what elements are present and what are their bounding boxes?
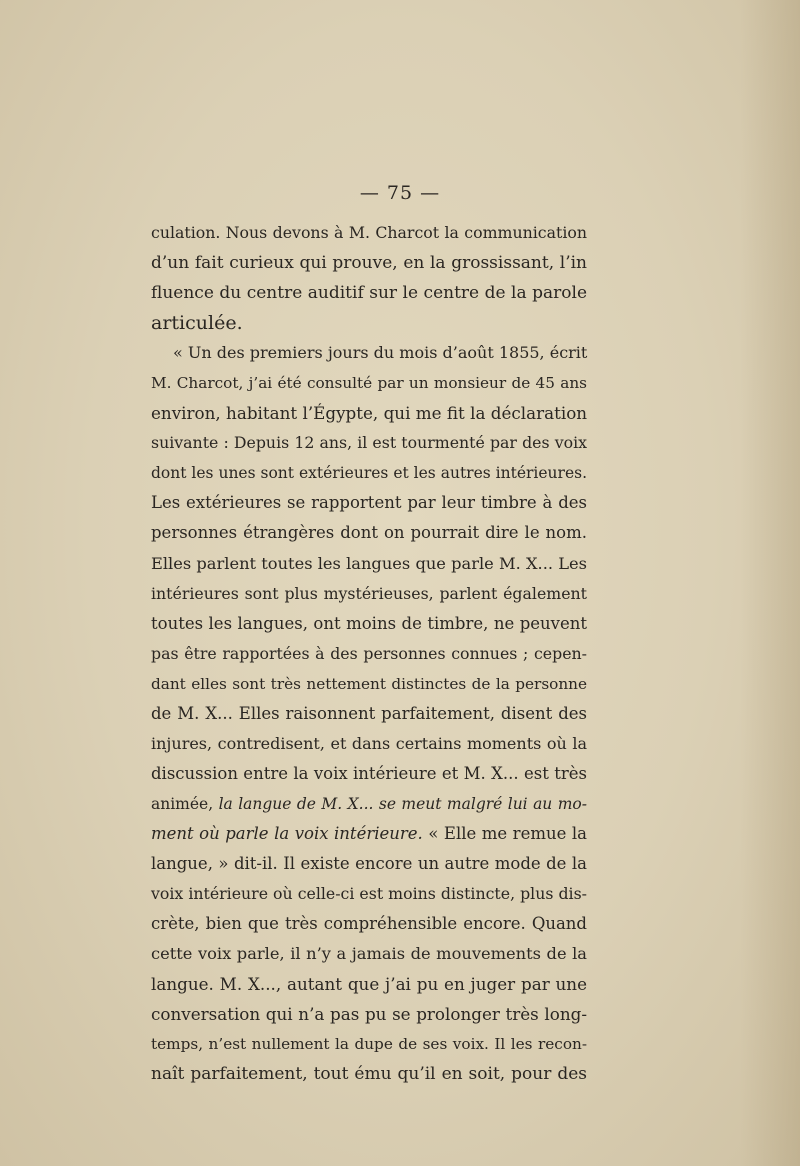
text-line: Elles parlent toutes les langues que parle M. X... Les	[151, 553, 587, 573]
text-line: temps, n’est nullement la dupe de ses voix. Il les recon-	[151, 1035, 587, 1054]
text-line: langue. M. X..., autant que j’ai pu en juger par une	[151, 974, 587, 995]
text-line: naît parfaitement, tout ému qu’il en soit, pour des	[151, 1064, 587, 1085]
text-line: dont les unes sont extérieures et les autres intérieures.	[151, 464, 587, 483]
italic-run: ment où parle la voix intérieure.	[151, 823, 423, 843]
text-line: articulée.	[151, 312, 243, 335]
text-line: langue, » dit-il. Il existe encore un autre mode de la	[151, 853, 587, 873]
italic-run: la langue de M. X... se meut malgré lui au mo-	[218, 794, 587, 813]
text-line	[151, 819, 587, 849]
text-line: conversation qui n’a pas pu se prolonger très long-	[151, 1004, 587, 1025]
text-line: injures, contredisent, et dans certains moments où la	[151, 733, 587, 753]
text-line	[151, 789, 587, 819]
text-run: animée,	[151, 794, 219, 813]
text-line: fluence du centre auditif sur le centre de la parole	[151, 283, 587, 304]
text-line: toutes les langues, ont moins de timbre, ne peuvent	[151, 613, 587, 633]
text-line: M. Charcot, j’ai été consulté par un monsieur de 45 ans	[151, 374, 587, 393]
text-line: suivante : Depuis 12 ans, il est tourmenté par des voix	[151, 433, 587, 453]
text-line: personnes étrangères dont on pourrait dire le nom.	[151, 523, 587, 543]
text-line: environ, habitant l’Égypte, qui me fit la déclaration	[151, 403, 588, 424]
text-line: culation. Nous devons à M. Charcot la communication	[151, 223, 587, 242]
text-line: de M. X... Elles raisonnent parfaitement, disent des	[151, 703, 587, 723]
text-run: « Elle me remue la	[422, 823, 587, 843]
text-line: crète, bien que très compréhensible encore. Quand	[151, 914, 587, 934]
page-number: — 75 —	[359, 182, 441, 204]
text-line: cette voix parle, il n’y a jamais de mouvements de la	[151, 944, 587, 964]
text-line: discussion entre la voix intérieure et M. X... est très	[151, 763, 587, 783]
text-line: Les extérieures se rapportent par leur timbre à des	[151, 493, 587, 513]
page-edge-shadow	[740, 0, 800, 1166]
text-line: intérieures sont plus mystérieuses, parlent également	[151, 583, 587, 603]
text-line: « Un des premiers jours du mois d’août 1855, écrit	[173, 343, 588, 363]
text-line: d’un fait curieux qui prouve, en la grossissant, l’in	[151, 253, 587, 274]
text-line: dant elles sont très nettement distinctes de la personne	[151, 674, 587, 693]
body-text	[151, 218, 587, 1089]
text-line: voix intérieure où celle-ci est moins distincte, plus dis-	[151, 884, 587, 904]
text-line: pas être rapportées à des personnes connues ; cepen-	[151, 643, 587, 663]
